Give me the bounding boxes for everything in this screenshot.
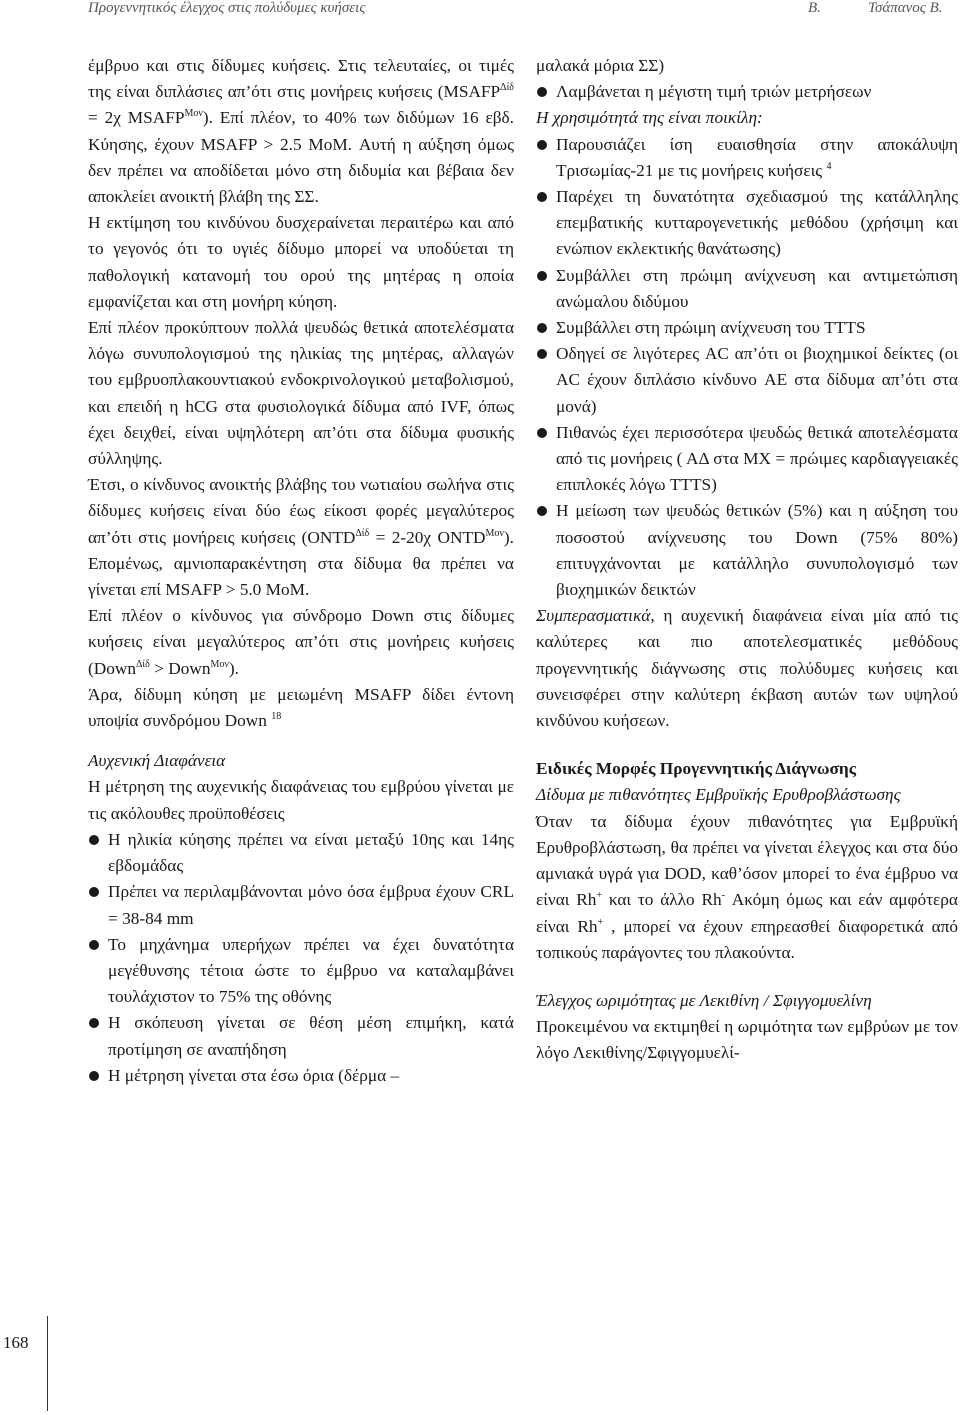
list-item [536,498,958,603]
right-column [536,53,958,1067]
list-item [536,132,958,184]
list-item [88,827,514,879]
text: Η σκόπευση γίνεται σε θέση μέση επιμήκη, κατά προτίμηση σε αναπήδηση [108,1013,514,1059]
subsection-heading: Έλεγχος ωριμότητας με Λεκιθίνη / Σφιγγομυελίνη [536,990,872,1010]
text: = 2χ MSAFP [88,108,185,128]
text: Η μέτρηση γίνεται στα έσω όρια (δέρμα – [108,1065,400,1085]
paragraph-conclusion-down [88,682,514,734]
reference-number: 18 [271,711,282,723]
text: Έτσι, ο κίνδυνος ανοικτής βλάβης του νωτιαίου σωλήνα στις δίδυμες κυήσεις είναι δύο έως είκοσι φορές μεγαλύτερος απ’ότι στις μονήρεις κυήσεις (ONTD [88,475,514,547]
text: Συμπερασματικά, [536,606,655,626]
text: ). [228,658,239,678]
text: > Down [149,658,211,678]
bullet-icon [537,323,547,333]
running-title: Προγεννητικός έλεγχος στις πολύδυμες κυήσεις [88,0,366,16]
bullet-icon [89,887,99,897]
text: Άρα, δίδυμη κύηση με μειωμένη MSAFP δίδει έντονη υποψία συνδρόμου Down [88,684,514,731]
bullet-icon [537,506,547,516]
text: Όταν τα δίδυμα έχουν πιθανότητες για Εμβρυϊκή Ερυθροβλάστωση, θα πρέπει να γίνεται έλεγχος και στα δύο αμνιακά υγρά για DOD, καθ’όσον μπορεί το ένα έμβρυο να είναι Rh [536,811,958,910]
subsection-heading: Δίδυμα με πιθανότητες Εμβρυϊκής Ερυθροβλάστωσης [536,785,901,805]
list-item [536,420,958,499]
usage-heading: Η χρησιμότητά της είναι ποικίλη: [536,108,763,128]
text: Παρουσιάζει ίση ευαισθησία στην αποκάλυψη Τρισωμίας-21 με τις μονήρεις κυήσεις [556,134,958,180]
text: Πιθανώς έχει περισσότερα ψευδώς θετικά αποτελέσματα από τις μονήρεις ( ΑΔ στα MX = πρώιμες καρδιαγγειακές επιπλοκές λόγω TTTS) [556,422,958,495]
text: , μπορεί να έχουν επηρεασθεί διαφορετικά από τοπικούς παράγοντες του πλακούντα. [536,916,958,962]
paragraph-lecithin: Προκειμένου να εκτιμηθεί η ωριμότητα των εμβρύων με τον λόγο Λεκιθίνης/Σφιγγομυελί- [536,1017,958,1063]
paragraph-false-positive: Επί πλέον προκύπτουν πολλά ψευδώς θετικά αποτελέσματα λόγω συνυπολογισμού της ηλικίας της μητέρας, αλλαγών του εμβρυοπλακουντιακού ενδοκρινολογικού μεταβολισμού, και επειδή η hCG στα φυσιολογικά δίδυμα από IVF, όπως έχει δειχθεί, είναι υψηλότερη απ’ότι στα δίδυμα φυσικής σύλληψης. [88,318,514,469]
text: Λαμβάνεται η μέγιστη τιμή τριών μετρήσεων [556,82,872,102]
section-heading: Ειδικές Μορφές Προγεννητικής Διάγνωσης [536,759,856,779]
superscript: Δίδ [500,82,514,94]
text: Συμβάλλει στη πρώιμη ανίχνευση του TTTS [556,318,866,338]
superscript: Μον [485,527,504,539]
text: Ακόμη όμως και εάν αμφότερα είναι Rh [536,890,958,936]
bullet-icon [537,271,547,281]
list-item [88,932,514,1011]
running-header [88,0,952,20]
bullet-icon [537,140,547,150]
list-item [536,184,958,263]
margin-rule [47,1316,48,1411]
nt-heading: Αυχενική Διαφάνεια [88,751,226,771]
bullet-icon [89,940,99,950]
page-number: 168 [3,1333,29,1352]
text: Πρέπει να περιλαμβάνονται μόνο όσα έμβρυα έχουν CRL = 38-84 mm [108,882,514,928]
continuation-text: μαλακά μόρια ΣΣ) [536,56,665,75]
text: = 2-20χ ONTD [369,527,486,547]
paragraph-msafp [88,53,514,210]
bullet-icon [537,192,547,202]
text: Συμβάλλει στη πρώιμη ανίχνευση και αντιμετώπιση ανώμαλου διδύμου [556,265,958,311]
author-name: Τσάπανος Β. [868,0,943,16]
paragraph-risk: Η εκτίμηση του κινδύνου δυσχεραίνεται περαιτέρω και από το γεγονός ότι το υγιές δίδυμο μπορεί να υποδύεται τη παθολογική κατανομή του ορού της μητέρας η οποία εμφανίζεται και στη μονήρη κύηση. [88,213,514,311]
text: έμβρυο και στις δίδυμες κυήσεις. Στις τελευταίες, οι τιμές της είναι διπλάσιες απ’ότι στις μονήρεις κυήσεις (MSAFP [88,56,514,102]
conclusion-paragraph [536,603,958,734]
reference-number: 4 [826,161,832,173]
paragraph-ontd [88,472,514,603]
bullet-icon [89,1018,99,1028]
list-item [536,79,958,105]
text: η αυχενική διαφάνεια είναι μία από τις καλύτερες και πιο αποτελεσματικές μεθόδους προγεννητικής διάγνωσης στις πολύδυμες κυήσεις και συνεισφέρει στην καλύτερη έκβαση αυτών των υψηλού κινδύνου κυήσεων. [536,606,958,731]
paragraph-down [88,603,514,682]
nt-intro: Η μέτρηση της αυχενικής διαφάνειας του εμβρύου γίνεται με τις ακόλουθες προϋποθέσεις [88,777,514,823]
left-column [88,53,514,1089]
text: Επί πλέον ο κίνδυνος για σύνδρομο Down στις δίδυμες κυήσεις είναι μεγαλύτερος απ’ότι στις μονήρεις κυήσεις (Down [88,606,514,678]
superscript: + [596,890,603,902]
text: Το μηχάνημα υπερήχων πρέπει να έχει δυνατότητα μεγέθυνσης τέτοια ώστε το έμβρυο να καταλαμβάνει τουλάχιστον το 75% της οθόνης [108,934,514,1007]
text: Η μείωση των ψευδώς θετικών (5%) και η αύξηση του ποσοστού ανίχνευσης του Down (75% 80%) επιτυγχάνονται με κατάλληλο συνυπολογισμό των βιοχημικών δεικτών [556,501,958,600]
superscript: - [721,890,725,902]
bullet-icon [89,1071,99,1081]
superscript: Μον [210,658,229,670]
paragraph-erythroblastosis [536,809,958,966]
bullet-icon [89,835,99,845]
bullet-icon [537,428,547,438]
list-item [88,879,514,931]
superscript: Δίδ [355,527,370,539]
text: Η ηλικία κύησης πρέπει να είναι μεταξύ 10ης και 14ης εβδομάδας [108,829,514,876]
author-initial: Β. [808,0,821,16]
text: και το άλλο Rh [602,890,722,910]
list-item [88,1010,514,1062]
text: Οδηγεί σε λιγότερες AC απ’ότι οι βιοχημικοί δείκτες (οι AC έχουν διπλάσιο κίνδυνο AE στα δίδυμα απ’ότι στα μονά) [556,344,958,416]
bullet-icon [537,349,547,359]
list-item [536,341,958,420]
bullet-icon [537,87,547,97]
text: ). Επί πλέον, το 40% των διδύμων 16 εβδ. Κύησης, έχουν MSAFP > 2.5 MoM. Αυτή η αύξηση όμως δεν πρέπει να αποδίδεται μόνο στη διδυμία και βέβαια δεν αποκλείει ανοικτή βλάβη της ΣΣ. [88,108,514,207]
list-item [536,263,958,315]
list-item [88,1063,514,1089]
text: ). Επομένως, αμνιοπαρακέντηση στα δίδυμα θα πρέπει να γίνεται επί MSAFP > 5.0 MoM. [88,527,514,600]
superscript: + [597,916,604,928]
superscript: Μον [184,108,203,120]
superscript: Δίδ [136,658,150,670]
text: Παρέχει τη δυνατότητα σχεδιασμού της κατάλληλης επεμβατικής κυτταρογενετικής μεθόδου (χρήσιμη και ενώπιον εκλεκτικής θανάτωσης) [556,187,958,259]
list-item [536,315,958,341]
